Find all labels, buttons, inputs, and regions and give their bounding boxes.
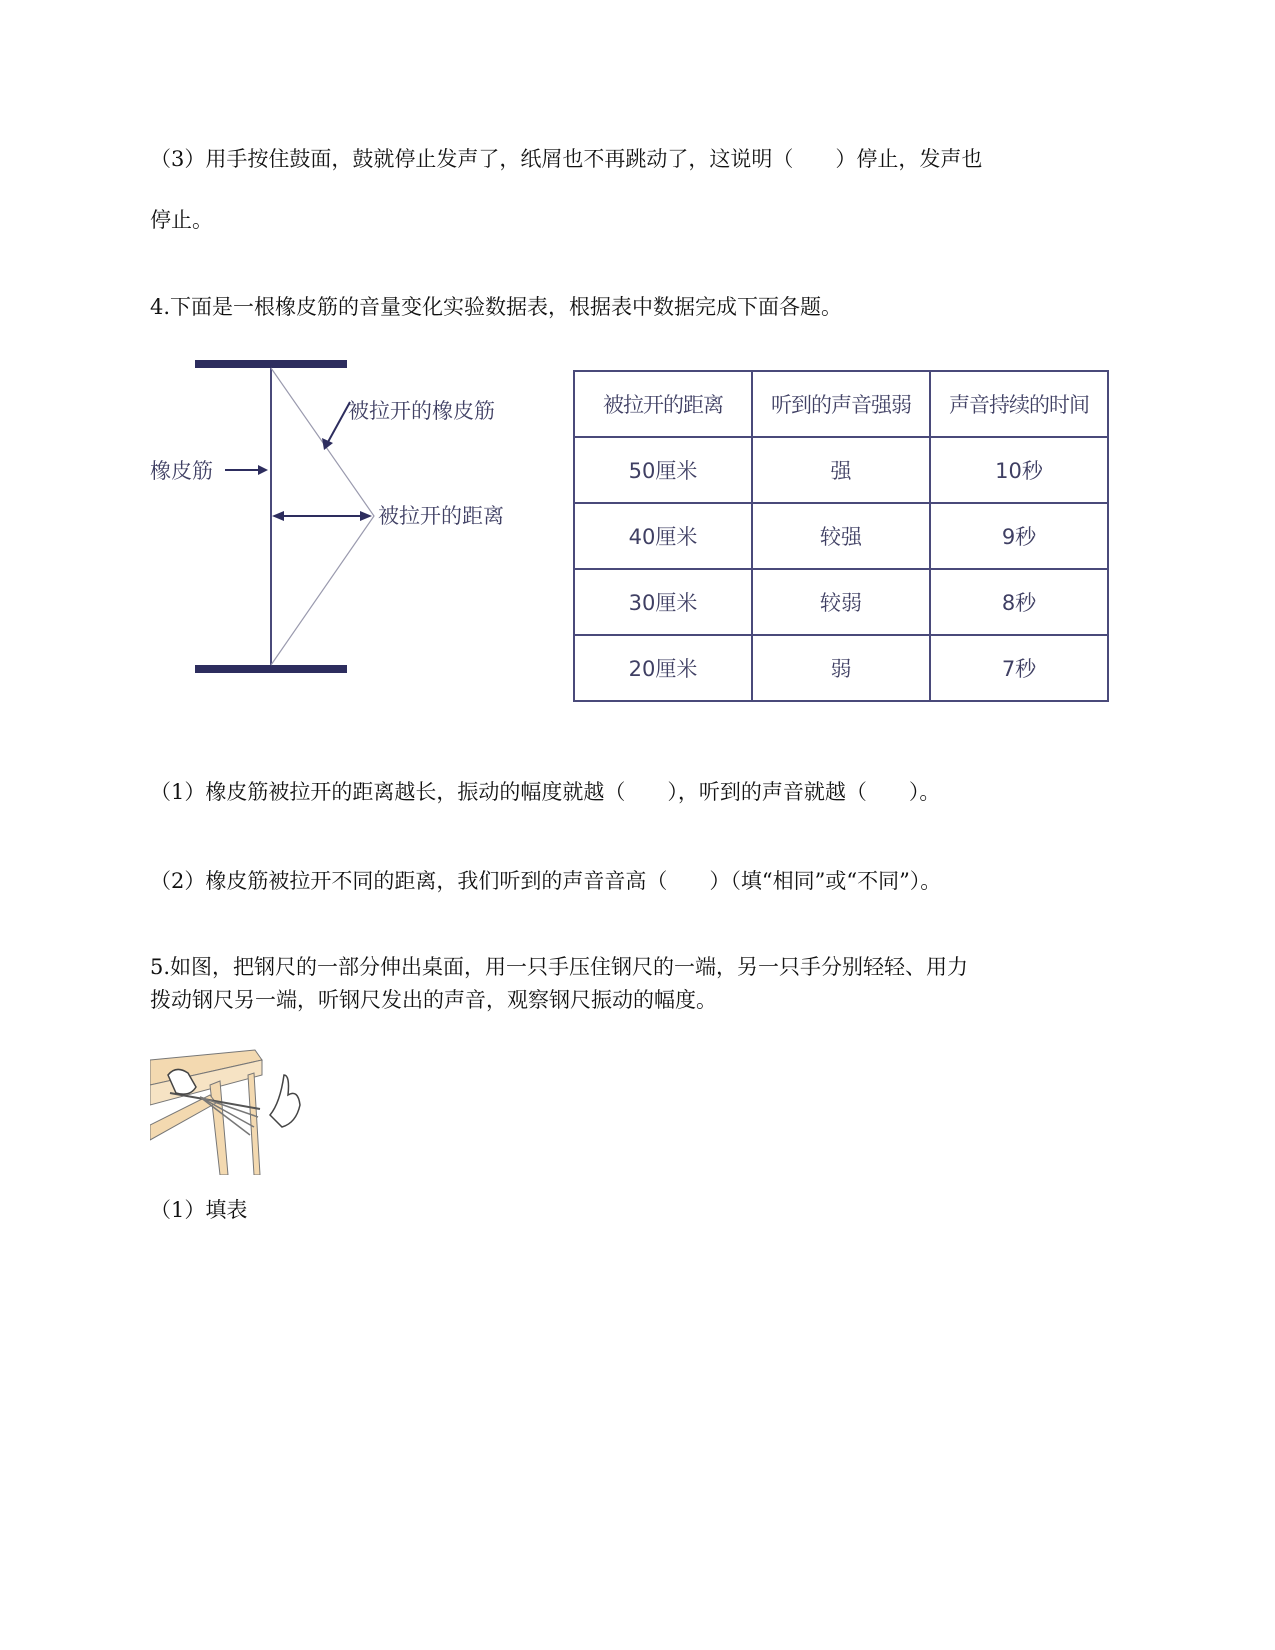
steel-ruler-illustration <box>150 1045 320 1175</box>
table-row <box>574 437 1108 503</box>
q3-line-2: 停止。 <box>150 208 213 232</box>
table-row <box>574 635 1108 701</box>
table-cell: 弱 <box>752 635 930 701</box>
ruler-vibration <box>200 1097 254 1127</box>
table-cell: 强 <box>752 437 930 503</box>
arrowhead-icon <box>360 511 372 521</box>
table-cell: 较弱 <box>752 569 930 635</box>
arrow-to-stretched <box>328 402 350 442</box>
table-cell: 10秒 <box>930 437 1108 503</box>
table-header-cell: 被拉开的距离 <box>574 371 752 437</box>
label-rubber-band: 橡皮筋 <box>150 459 213 483</box>
table-leg <box>210 1081 228 1175</box>
rubber-band-diagram <box>150 360 550 705</box>
table-cell: 20厘米 <box>574 635 752 701</box>
arrowhead-icon <box>272 511 284 521</box>
arrowhead-icon <box>258 465 268 475</box>
table-header-cell: 声音持续的时间 <box>930 371 1108 437</box>
q3-line-1: （3）用手按住鼓面，鼓就停止发声了，纸屑也不再跳动了，这说明（ ）停止，发声也 <box>150 147 983 171</box>
table-cell: 50厘米 <box>574 437 752 503</box>
q5-sub-question-1: （1）填表 <box>150 1198 248 1222</box>
rubber-band-data-table <box>573 370 1109 702</box>
table-cell: 9秒 <box>930 503 1108 569</box>
table-cell: 30厘米 <box>574 569 752 635</box>
table-header-row <box>574 371 1108 437</box>
label-stretched-band: 被拉开的橡皮筋 <box>348 399 495 423</box>
q4-sub-question-2: （2）橡皮筋被拉开不同的距离，我们听到的声音音高（ ）（填“相同”或“不同”）。 <box>150 869 942 893</box>
hand-plucking-icon <box>270 1075 300 1127</box>
q4-title: 4.下面是一根橡皮筋的音量变化实验数据表，根据表中数据完成下面各题。 <box>150 295 843 319</box>
top-bar <box>195 360 347 368</box>
bottom-bar <box>195 665 347 673</box>
table-header-cell: 听到的声音强弱 <box>752 371 930 437</box>
q5-title-line-2: 拨动钢尺另一端，听钢尺发出的声音，观察钢尺振动的幅度。 <box>150 988 717 1012</box>
label-stretched-distance: 被拉开的距离 <box>378 504 504 528</box>
table-row <box>574 569 1108 635</box>
table-cell: 7秒 <box>930 635 1108 701</box>
table-cell: 较强 <box>752 503 930 569</box>
q5-title-line-1: 5.如图，把钢尺的一部分伸出桌面，用一只手压住钢尺的一端，另一只手分别轻轻、用力 <box>150 955 969 979</box>
table-row <box>574 503 1108 569</box>
table-cell: 40厘米 <box>574 503 752 569</box>
q4-sub-question-1: （1）橡皮筋被拉开的距离越长，振动的幅度就越（ ），听到的声音就越（ ）。 <box>150 780 941 804</box>
table-cell: 8秒 <box>930 569 1108 635</box>
